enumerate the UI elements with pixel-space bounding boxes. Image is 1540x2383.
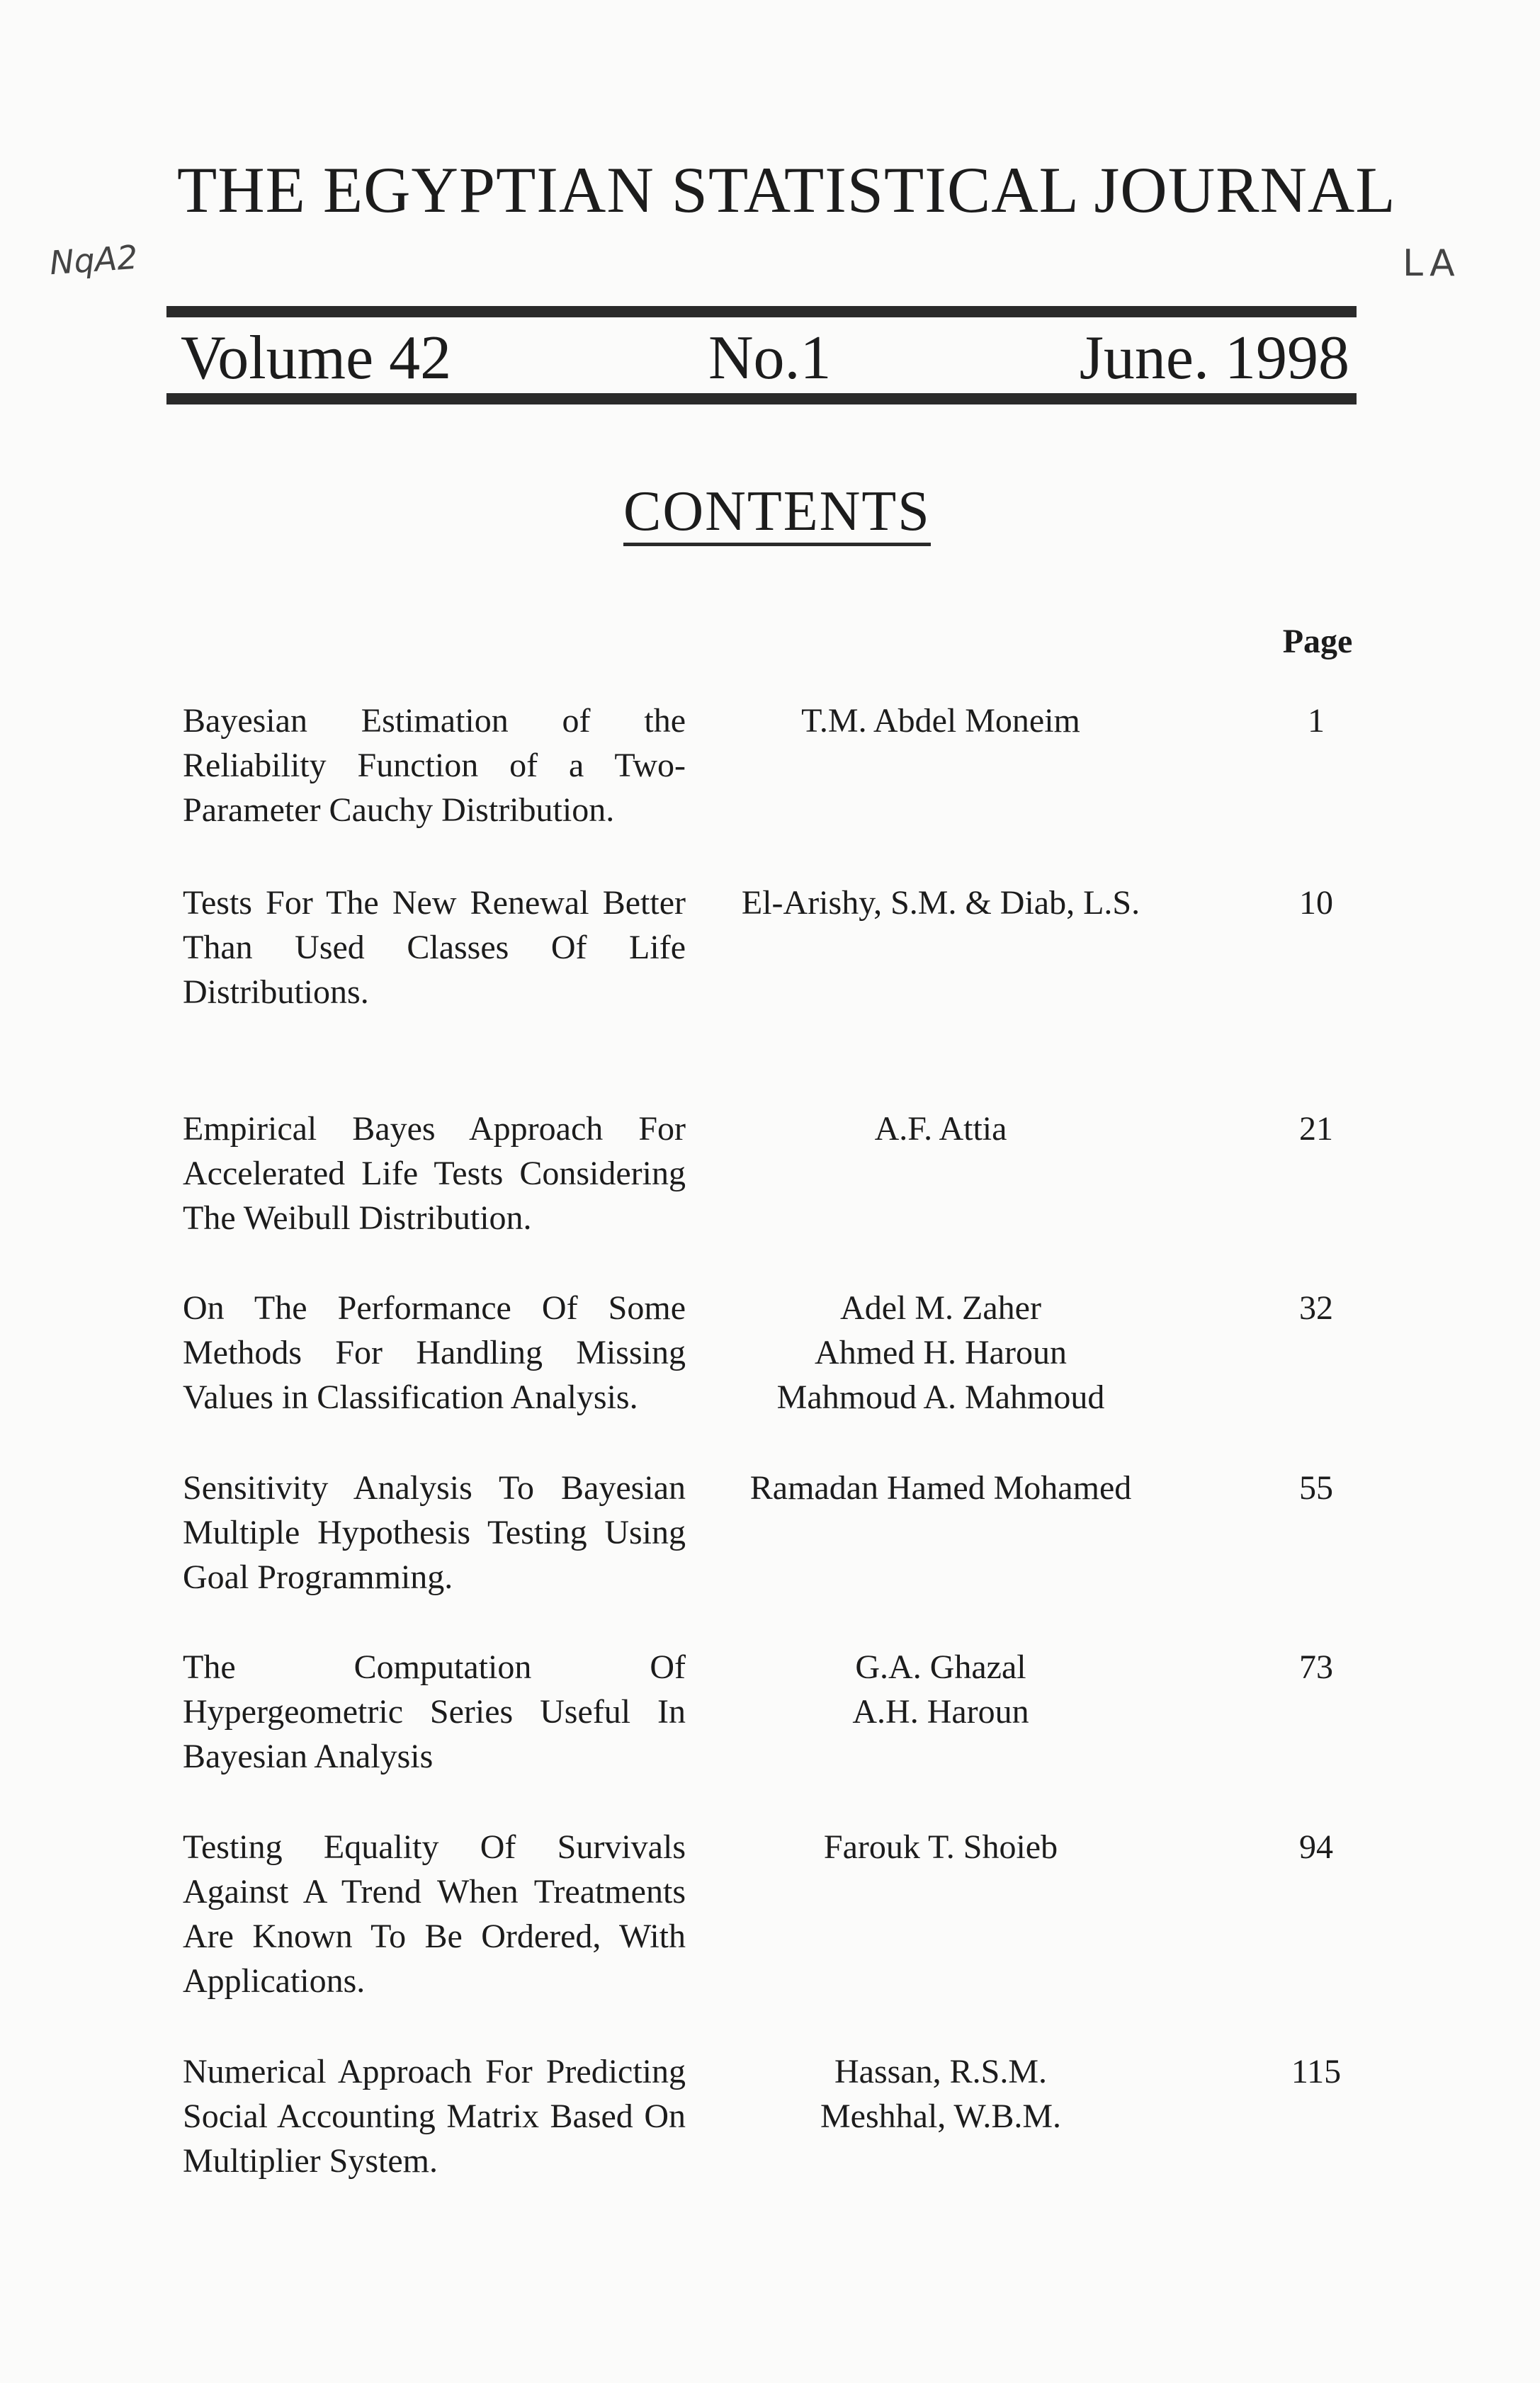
page-number: 10 (1299, 884, 1333, 922)
article-authors (721, 1106, 1160, 1151)
author-name: Meshhal, W.B.M. (820, 2098, 1062, 2135)
article-authors (721, 1286, 1160, 1420)
author-name: Ramadan Hamed Mohamed (749, 1469, 1132, 1507)
author-name: Adel M. Zaher (840, 1289, 1041, 1327)
author-name: El-Arishy, S.M. & Diab, L.S. (741, 884, 1140, 922)
journal-title: THE EGYPTIAN STATISTICAL JOURNAL (177, 154, 1396, 226)
page-column-header: Page (1282, 623, 1353, 660)
author-name: Farouk T. Shoieb (823, 1828, 1058, 1866)
page-number: 73 (1299, 1648, 1333, 1686)
page-number: 1 (1308, 702, 1325, 740)
article-authors (721, 698, 1160, 743)
article-title: Testing Equality Of Survivals Against A Trend When Treatments Are Known To Be Ordered, With Applications. (183, 1828, 686, 2000)
article-authors (721, 1825, 1160, 1869)
author-name: Hassan, R.S.M. (834, 2053, 1048, 2090)
author-name: A.H. Haroun (852, 1693, 1029, 1731)
article-title: The Computation Of Hypergeometric Series Useful In Bayesian Analysis (183, 1648, 686, 1775)
article-title: Bayesian Estimation of the Reliability Function of a Two-Parameter Cauchy Distribution. (183, 702, 686, 829)
article-title: Sensitivity Analysis To Bayesian Multiple Hypothesis Testing Using Goal Programming. (183, 1469, 686, 1596)
author-name: Mahmoud A. Mahmoud (776, 1379, 1105, 1416)
article-title: Empirical Bayes Approach For Accelerated Life Tests Considering The Weibull Distribution. (183, 1110, 686, 1237)
page-number: 55 (1299, 1469, 1333, 1507)
page-number: 21 (1299, 1110, 1333, 1148)
page-number: 94 (1299, 1828, 1333, 1866)
issue-number-label: No.1 (708, 324, 832, 392)
page-number: 115 (1291, 2053, 1342, 2090)
article-title: On The Performance Of Some Methods For Handling Missing Values in Classification Analysis. (183, 1289, 686, 1416)
article-authors (721, 2049, 1160, 2139)
article-authors (721, 1466, 1160, 1510)
article-authors (721, 881, 1160, 925)
page-number: 32 (1299, 1289, 1333, 1327)
article-title: Tests For The New Renewal Better Than Used Classes Of Life Distributions. (183, 884, 686, 1011)
author-name: A.F. Attia (874, 1110, 1007, 1148)
volume-label: Volume 42 (181, 324, 452, 392)
author-name: Ahmed H. Haroun (815, 1334, 1067, 1371)
author-name: G.A. Ghazal (855, 1648, 1026, 1686)
article-authors (721, 1645, 1160, 1734)
author-name: T.M. Abdel Moneim (801, 702, 1080, 740)
handwritten-annotation-right: LA (1403, 242, 1461, 285)
article-title: Numerical Approach For Predicting Social Accounting Matrix Based On Multiplier System. (183, 2053, 686, 2180)
contents-heading: CONTENTS (623, 483, 931, 546)
issue-date-label: June. 1998 (1079, 324, 1349, 392)
handwritten-annotation-left: NqA2 (48, 237, 140, 283)
